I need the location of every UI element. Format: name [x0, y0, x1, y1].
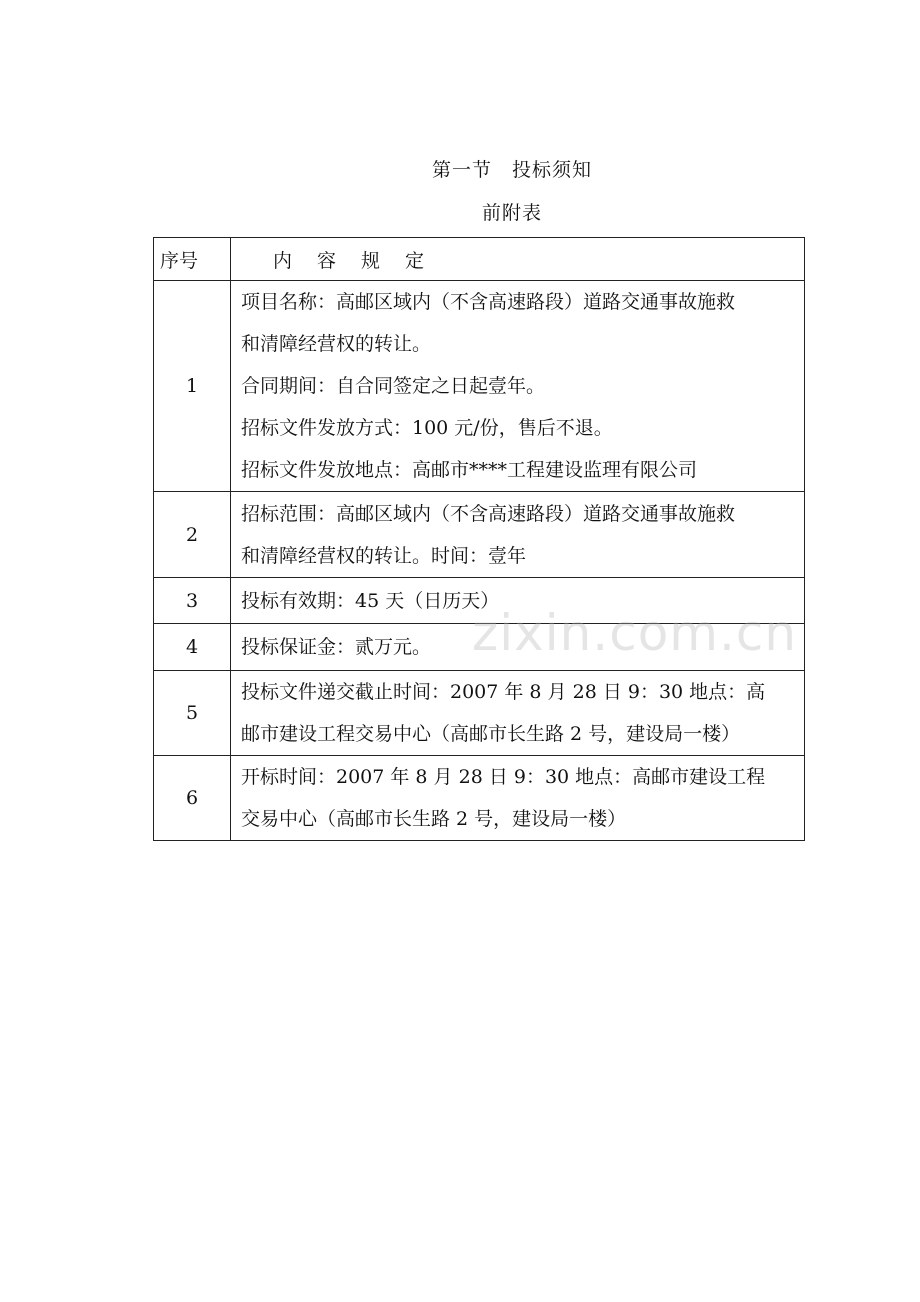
header-seq: 序号 — [154, 238, 231, 281]
content-line: 投标保证金：贰万元。 — [241, 636, 432, 658]
section-title: 第一节 投标须知 — [431, 159, 592, 181]
row-content — [231, 756, 805, 841]
row-content — [231, 578, 805, 624]
row-content — [231, 281, 805, 492]
table-row — [154, 671, 805, 756]
row-content — [231, 624, 805, 671]
table-subtitle: 前附表 — [481, 202, 542, 224]
table-row — [154, 281, 805, 492]
watermark: zixin.com.cn — [472, 604, 798, 662]
table-row — [154, 492, 805, 578]
row-seq: 4 — [154, 624, 231, 671]
table-row — [154, 756, 805, 841]
table-header-row — [154, 238, 805, 281]
row-seq: 5 — [154, 671, 231, 756]
content-line: 邮市建设工程交易中心（高邮市长生路 2 号，建设局一楼） — [241, 723, 741, 745]
content-line: 交易中心（高邮市长生路 2 号，建设局一楼） — [241, 808, 627, 830]
content-line: 和清障经营权的转让。时间：壹年 — [241, 544, 527, 567]
content-line: 投标文件递交截止时间：2007 年 8 月 28 日 9：30 地点：高 — [241, 681, 766, 703]
row-seq: 1 — [154, 281, 231, 492]
table-row — [154, 578, 805, 624]
content-line: 合同期间：自合同签定之日起壹年。 — [241, 375, 546, 397]
content-line: 和清障经营权的转让。 — [241, 333, 432, 355]
content-line: 开标时间：2007 年 8 月 28 日 9：30 地点：高邮市建设工程 — [241, 766, 766, 788]
content-line: 项目名称：高邮区域内（不含高速路段）道路交通事故施救 — [241, 291, 736, 313]
header-content: 内容规定 — [231, 238, 805, 281]
row-seq: 3 — [154, 578, 231, 624]
content-line: 招标文件发放方式：100 元/份，售后不退。 — [241, 417, 613, 439]
front-attachment-table — [153, 237, 805, 841]
content-line: 招标文件发放地点：高邮市****工程建设监理有限公司 — [241, 459, 698, 481]
content-line: 招标范围：高邮区域内（不含高速路段）道路交通事故施救 — [241, 502, 736, 525]
row-content — [231, 492, 805, 578]
row-seq: 2 — [154, 492, 231, 578]
row-content — [231, 671, 805, 756]
content-line: 投标有效期：45 天（日历天） — [241, 589, 500, 612]
row-seq: 6 — [154, 756, 231, 841]
table-row — [154, 624, 805, 671]
